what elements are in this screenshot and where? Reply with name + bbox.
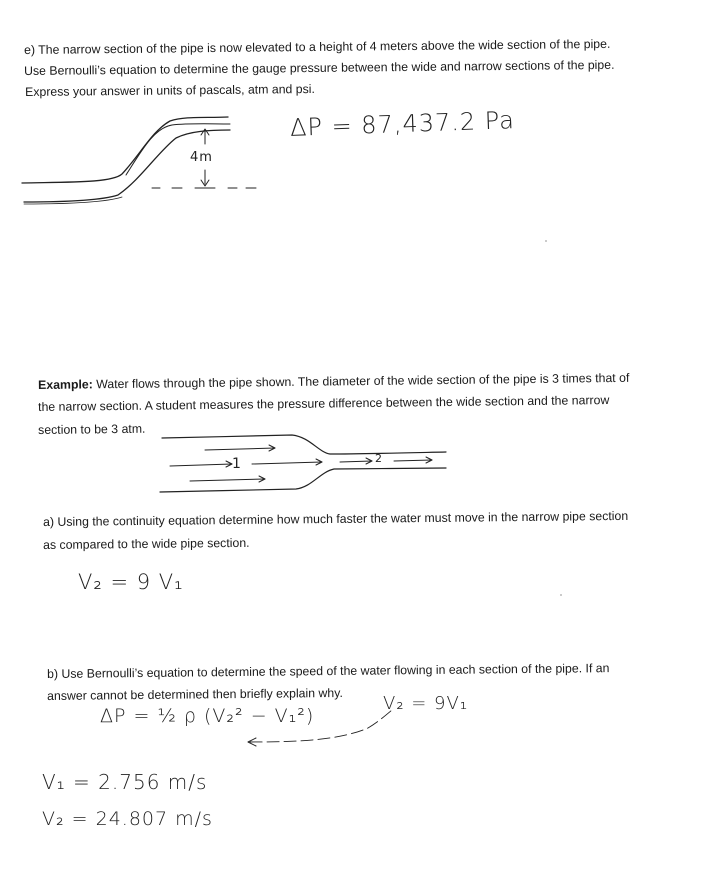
example-line-3: section to be 3 atm. (38, 421, 146, 437)
part-e-line-1: e) The narrow section of the pipe is now elevated to a height of 4 meters above the wide section of the pipe. (24, 36, 611, 57)
part-b-relation: V₂ = 9V₁ (383, 693, 469, 714)
part-a-answer: V₂ = 9 V₁ (78, 570, 184, 594)
substitution-curve (250, 710, 392, 742)
part-b-line-1: b) Use Bernoulli’s equation to determine the speed of the water flowing in each section of the pipe. If an (47, 661, 610, 681)
example-line-2: the narrow section. A student measures the pressure difference between the wide section and the narrow (38, 393, 610, 414)
example-line-1-text: Water flows through the pipe shown. The diameter of the wide section of the pipe is 3 times that of (92, 370, 630, 392)
scan-speck (545, 240, 547, 242)
height-label: 4m (190, 150, 213, 165)
scan-speck (560, 594, 562, 596)
part-a-line-2: as compared to the wide pipe section. (43, 535, 250, 552)
v2-answer: V₂ = 24.807 m/s (42, 808, 213, 830)
part-e-line-2: Use Bernoulli’s equation to determine the gauge pressure between the wide and narrow sections of the pipe. (24, 57, 615, 78)
part-a-line-1: a) Using the continuity equation determine how much faster the water must move in the narrow pipe section (43, 508, 629, 529)
part-e-line-3: Express your answer in units of pascals, atm and psi. (25, 81, 315, 99)
part-b-equation: ΔP = ½ ρ (V₂² − V₁²) (100, 705, 315, 727)
part-b-line-2: answer cannot be determined then briefly explain why. (47, 685, 343, 703)
part-e-answer: ΔP = 87,437.2 Pa (289, 106, 516, 142)
flow-label-2: 2 (375, 452, 383, 465)
v1-answer: V₁ = 2.756 m/s (42, 770, 208, 794)
example-label: Example: (38, 377, 93, 392)
flow-label-1: 1 (232, 456, 242, 472)
